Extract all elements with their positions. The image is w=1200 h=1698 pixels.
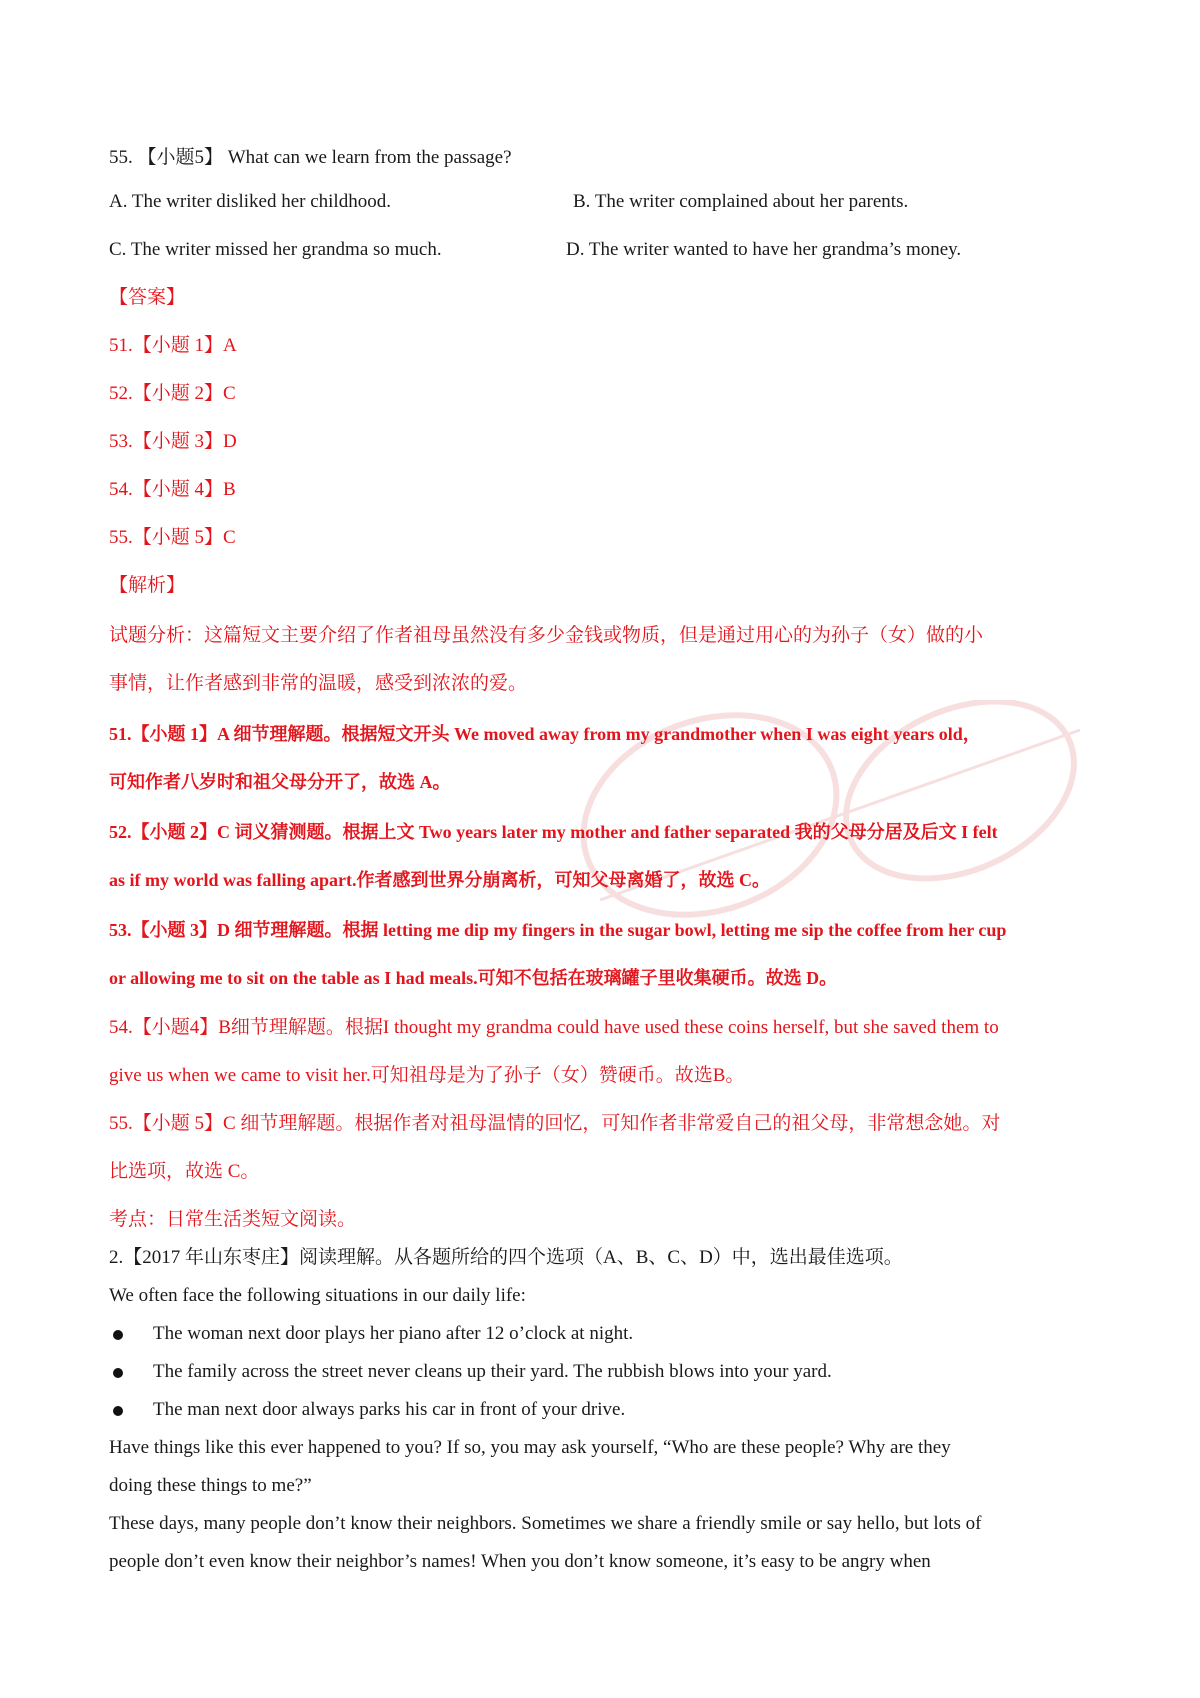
analysis-line: or allowing me to sit on the table as I had meals.可知不包括在玻璃罐子里收集硬币。故选 D。 — [109, 968, 838, 988]
analysis-line: 试题分析：这篇短文主要介绍了作者祖母虽然没有多少金钱或物质，但是通过用心的为孙子（女）做的小 — [109, 625, 984, 646]
analysis-line: 54.【小题4】B细节理解题。根据I thought my grandma could have used these coins herself, but she saved them to — [109, 1017, 999, 1038]
answer-header: 【答案】 — [109, 287, 186, 308]
analysis-line: give us when we came to visit her.可知祖母是为了孙子（女）赞硬币。故选B。 — [109, 1065, 745, 1086]
answer-item: 55.【小题 5】C — [109, 527, 236, 548]
analysis-header: 【解析】 — [109, 575, 186, 596]
answer-item: 53.【小题 3】D — [109, 431, 237, 452]
option-d: D. The writer wanted to have her grandma’s money. — [566, 239, 962, 260]
passage-line: Have things like this ever happened to you? If so, you may ask yourself, “Who are these people? Why are they — [109, 1437, 951, 1458]
option-c: C. The writer missed her grandma so much. — [109, 239, 442, 260]
analysis-line: as if my world was falling apart.作者感到世界分崩离析，可知父母离婚了，故选 C。 — [109, 870, 770, 890]
option-a: A. The writer disliked her childhood. — [109, 191, 391, 212]
answer-item: 54.【小题 4】B — [109, 479, 236, 500]
passage-intro: We often face the following situations in our daily life: — [109, 1285, 526, 1306]
bullet-text: The man next door always parks his car in front of your drive. — [153, 1399, 626, 1420]
bullet-text: The family across the street never cleans up their yard. The rubbish blows into your yard. — [153, 1361, 832, 1382]
bullet-item — [109, 1322, 633, 1346]
passage-line: doing these things to me?” — [109, 1475, 312, 1496]
analysis-line: 52.【小题 2】C 词义猜测题。根据上文 Two years later my mother and father separated 我的父母分居及后文 I felt — [109, 822, 998, 842]
passage-title: 2.【2017 年山东枣庄】阅读理解。从各题所给的四个选项（A、B、C、D）中，选出最佳选项。 — [109, 1247, 903, 1268]
bullet-item — [109, 1360, 832, 1384]
analysis-line: 53.【小题 3】D 细节理解题。根据 letting me dip my fingers in the sugar bowl, letting me sip the coffee from her cup — [109, 920, 1007, 940]
analysis-line: 可知作者八岁时和祖父母分开了，故选 A。 — [109, 772, 451, 792]
analysis-line: 51.【小题 1】A 细节理解题。根据短文开头 We moved away from my grandmother when I was eight years old， — [109, 724, 981, 744]
passage-line: people don’t even know their neighbor’s names! When you don’t know someone, it’s easy to be angry when — [109, 1551, 931, 1572]
bullet-icon — [113, 1330, 123, 1340]
answer-item: 51.【小题 1】A — [109, 335, 237, 356]
bullet-item — [109, 1398, 625, 1422]
bullet-icon — [113, 1406, 123, 1416]
kaodian-line: 考点：日常生活类短文阅读。 — [109, 1209, 357, 1230]
bullet-text: The woman next door plays her piano after 12 o’clock at night. — [153, 1323, 634, 1344]
analysis-line: 事情，让作者感到非常的温暖，感受到浓浓的爱。 — [109, 673, 528, 694]
analysis-line: 比选项，故选 C。 — [109, 1161, 260, 1182]
option-b: B. The writer complained about her parents. — [573, 191, 909, 212]
question-stem: 55. 【小题5】 What can we learn from the passage? — [109, 147, 512, 168]
passage-line: These days, many people don’t know their neighbors. Sometimes we share a friendly smile or say hello, but lots of — [109, 1513, 982, 1534]
analysis-line: 55.【小题 5】C 细节理解题。根据作者对祖母温情的回忆，可知作者非常爱自己的祖父母，非常想念她。对 — [109, 1113, 1001, 1134]
answer-item: 52.【小题 2】C — [109, 383, 236, 404]
bullet-icon — [113, 1368, 123, 1378]
